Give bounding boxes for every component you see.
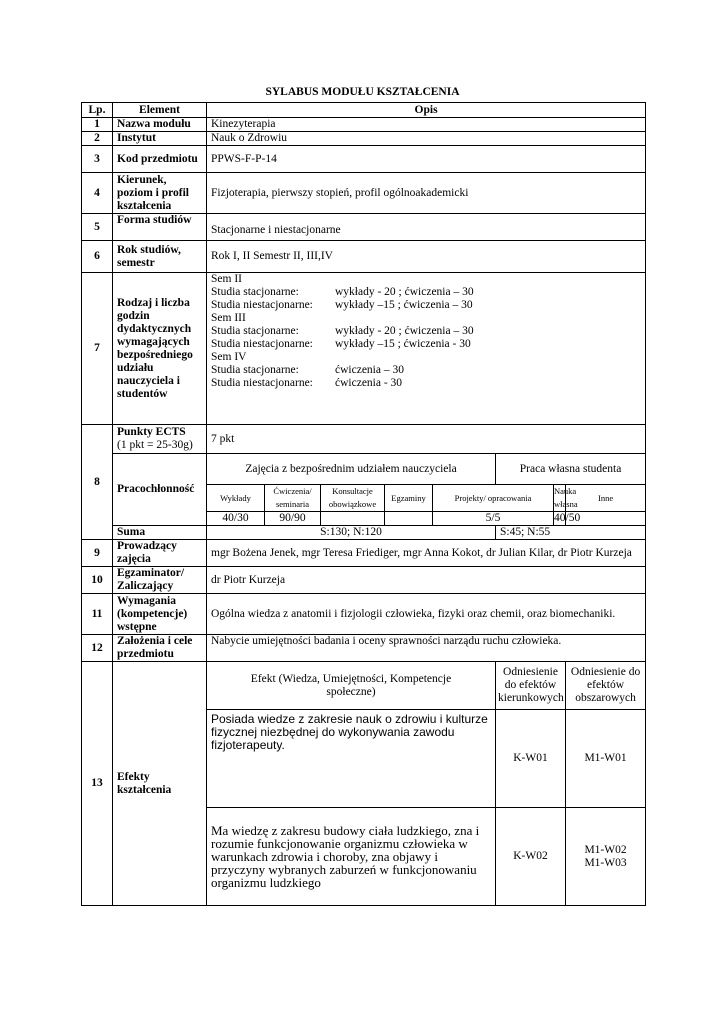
row-number: 12 [82,635,113,662]
hours-value: wykłady - 20 ; ćwiczenia – 30 [335,325,474,337]
ects-label-cell [113,425,207,454]
row-description: Nauk o Zdrowiu [207,132,646,146]
hours-label: Studia niestacjonarne: [211,377,313,389]
row-element: Forma studiów [113,214,207,241]
row-element: Efekty kształcenia [113,662,207,906]
header-row [82,103,646,118]
hours-line [211,325,641,338]
row-description: dr Piotr Kurzeja [207,567,646,594]
row-number: 3 [82,146,113,173]
workload-header-row [82,454,646,485]
own-work-header: Praca własna studenta [496,454,646,485]
workload-column-header: Projekty/ opracowania [433,485,554,512]
outcome-text: Posiada wiedze z zakresie nauk o zdrowiu i kulturze fizycznej niezbędnej do wykonywania zawodu fizjoterapeuty. [207,710,496,808]
row-description: mgr Bożena Jenek, mgr Teresa Friediger, mgr Anna Kokot, dr Julian Kilar, dr Piotr Kurzeja [207,540,646,567]
hours-label: Studia stacjonarne: [211,364,299,376]
outcome-effect-header: Efekt (Wiedza, Umiejętności, Kompetencje społeczne) [207,662,496,710]
header-opis: Opis [207,103,646,118]
table-row [82,594,646,635]
hours-label: Studia niestacjonarne: [211,299,313,311]
workload-column-header: Nauka własna [554,485,566,512]
table-row [82,146,646,173]
row-number: 11 [82,594,113,635]
row-number: 13 [82,662,113,906]
hours-line [211,299,641,312]
outcome-direction-header: Odniesienie do efektów kierunkowych [496,662,566,710]
direct-hours-header: Zajęcia z bezpośrednim udziałem nauczyciela [207,454,496,485]
outcome-area-code: M1-W02 [584,843,627,856]
outcome-direction-code: K-W02 [496,808,566,906]
outcome-area-header: Odniesienie do efektów obszarowych [566,662,646,710]
hours-value: ćwiczenia - 30 [335,377,403,389]
workload-label: Pracochłonność [113,454,207,526]
hours-block [207,273,646,425]
hours-value: ćwiczenia – 30 [335,364,404,376]
semester-heading: Sem III [211,312,246,324]
table-row [82,132,646,146]
workload-column-header: Ćwiczenia/ seminaria [265,485,321,512]
table-row [82,635,646,662]
row-element: Egzaminator/ Zaliczający [113,567,207,594]
hours-value: wykłady –15 ; ćwiczenia – 30 [335,299,473,311]
sum-direct: S:130; N:120 [207,526,496,540]
row-element: Prowadzący zajęcia [113,540,207,567]
row-number: 10 [82,567,113,594]
row-number: 2 [82,132,113,146]
ects-label: Punkty ECTS [117,426,186,438]
outcome-area-codes [566,808,646,906]
table-row [82,273,646,425]
workload-column-header: Konsultacje obowiązkowe [321,485,385,512]
outcome-text: Ma wiedzę z zakresu budowy ciała ludzkiego, zna i rozumie funkcjonowanie organizmu człowieka w warunkach zdrowia i choroby, zna objawy i przyczyny wybranych zaburzeń w funkcjonowaniu organizmu ludzkiego [207,808,496,906]
outcomes-header-row [82,662,646,710]
hours-label: Studia stacjonarne: [211,286,299,298]
row-number: 9 [82,540,113,567]
outcome-area-code: M1-W01 [566,710,646,808]
outcome-direction-code: K-W01 [496,710,566,808]
table-row [82,118,646,132]
sum-own: S:45; N:55 [496,526,646,540]
ects-row [82,425,646,454]
semester-heading: Sem IV [211,351,247,363]
row-number: 5 [82,214,113,241]
workload-column-header: Egzaminy [385,485,433,512]
table-row [82,540,646,567]
workload-value [321,512,385,526]
workload-value: 90/90 [265,512,321,526]
table-row [82,567,646,594]
hours-line [211,338,641,351]
row-element: Kierunek, poziom i profil kształcenia [113,173,207,214]
row-description: Rok I, II Semestr II, III,IV [207,241,646,273]
row-number: 6 [82,241,113,273]
workload-value [385,512,433,526]
row-description: Nabycie umiejętności badania i oceny sprawności narządu ruchu człowieka. [207,635,646,662]
syllabus-table [81,102,646,906]
row-element: Rodzaj i liczba godzin dydaktycznych wymagających bezpośredniego udziału nauczyciela i studentów [113,273,207,425]
semester-heading: Sem II [211,273,242,285]
hours-label: Studia stacjonarne: [211,325,299,337]
outcome-area-code: M1-W03 [584,856,627,869]
workload-value: 5/5 [433,512,554,526]
workload-column-header: Wykłady [207,485,265,512]
ects-note: (1 pkt = 25-30g) [117,439,193,451]
row-number: 7 [82,273,113,425]
row-number: 1 [82,118,113,132]
row-element: Instytut [113,132,207,146]
workload-column-header: Inne [566,485,646,512]
table-row [82,173,646,214]
sum-label: Suma [113,526,207,540]
row-number: 4 [82,173,113,214]
row-description: Fizjoterapia, pierwszy stopień, profil ogólnoakademicki [207,173,646,214]
sum-row [82,526,646,540]
header-lp: Lp. [82,103,113,118]
hours-value: wykłady –15 ; ćwiczenia - 30 [335,338,471,350]
row-description: Ogólna wiedza z anatomii i fizjologii człowieka, fizyki oraz chemii, oraz biomechaniki. [207,594,646,635]
row-element: Kod przedmiotu [113,146,207,173]
row-element: Założenia i cele przedmiotu [113,635,207,662]
row-number: 8 [82,425,113,540]
hours-line [211,364,641,377]
table-row [82,241,646,273]
header-element: Element [113,103,207,118]
row-element: Nazwa modułu [113,118,207,132]
ects-value: 7 pkt [207,425,646,454]
row-element: Rok studiów, semestr [113,241,207,273]
row-description: Stacjonarne i niestacjonarne [207,214,646,241]
row-description: Kinezyterapia [207,118,646,132]
row-element: Wymagania (kompetencje) wstępne [113,594,207,635]
workload-value: 40/30 [207,512,265,526]
hours-value: wykłady - 20 ; ćwiczenia – 30 [335,286,474,298]
hours-line [211,286,641,299]
document-title: SYLABUS MODUŁU KSZTAŁCENIA [265,86,460,98]
hours-line [211,377,641,390]
workload-value: 40/50 [554,512,581,524]
hours-label: Studia niestacjonarne: [211,338,313,350]
row-description: PPWS-F-P-14 [207,146,646,173]
table-row [82,214,646,241]
